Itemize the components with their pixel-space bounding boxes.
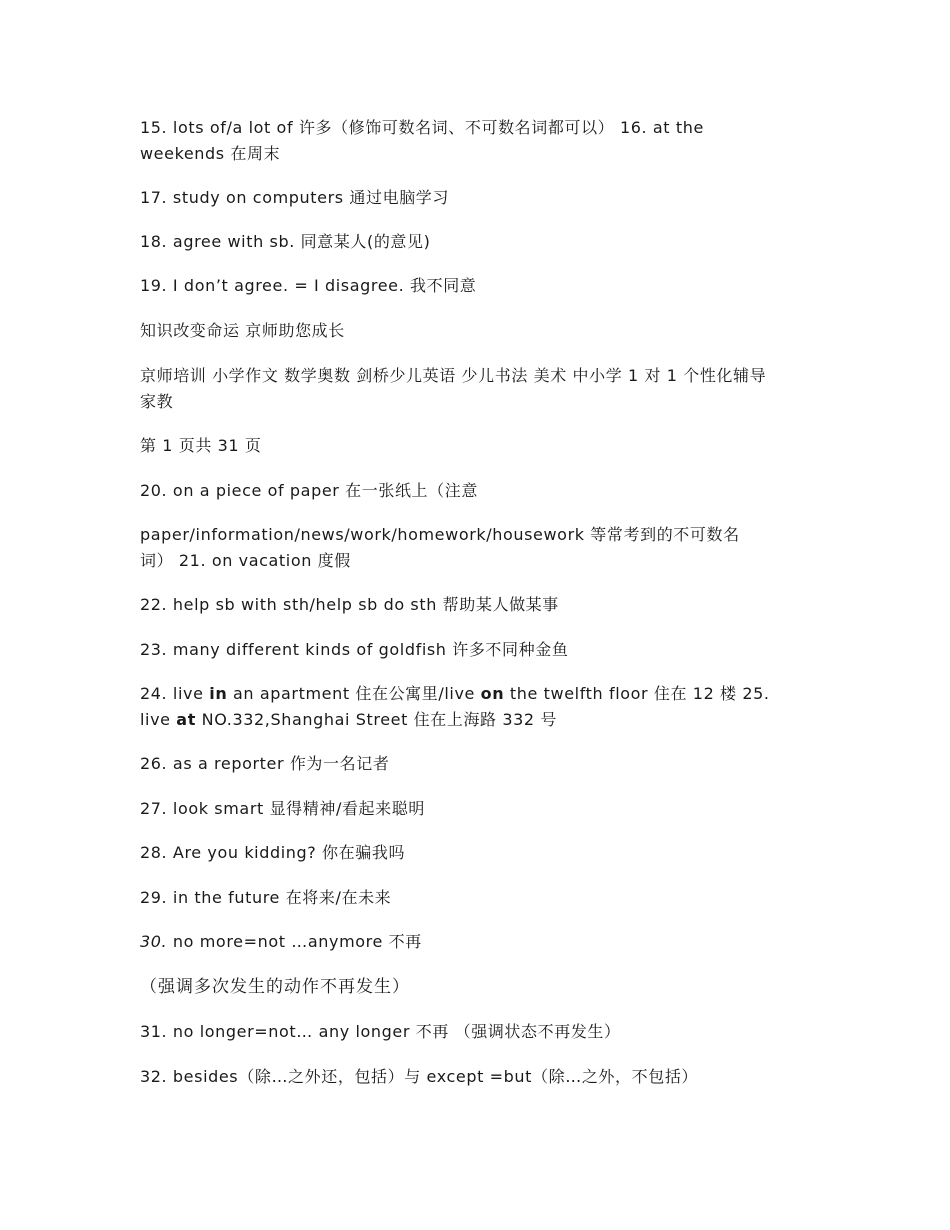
entry-20: 20. on a piece of paper 在一张纸上（注意	[140, 481, 478, 500]
entry-26: 26. as a reporter 作为一名记者	[140, 754, 390, 773]
entry-28: 28. Are you kidding? 你在骗我吗	[140, 843, 406, 862]
entry-32: 32. besides（除…之外还，包括）与 except =but（除…之外，不包括）	[140, 1067, 699, 1086]
entry-24-part-1: 24. live	[140, 684, 210, 703]
entry-25-part-1: live	[140, 710, 177, 729]
entry-25-bold-at: at	[176, 710, 196, 729]
page-number: 第 1 页共 31 页	[140, 436, 262, 455]
entry-19: 19. I don’t agree. = I disagree. 我不同意	[140, 276, 477, 295]
entry-24-part-5: the twelfth floor 住在 12 楼 25.	[504, 684, 770, 703]
entry-15-line-2: weekends 在周末	[140, 144, 281, 163]
entry-18: 18. agree with sb. 同意某人(的意见)	[140, 232, 431, 251]
entry-25-part-3: NO.332,Shanghai Street 住在上海路 332 号	[195, 710, 557, 729]
entry-20-note-line-1: paper/information/news/work/homework/housework 等常考到的不可数名	[140, 525, 740, 544]
entry-17: 17. study on computers 通过电脑学习	[140, 188, 449, 207]
entry-24-bold-on: on	[480, 684, 505, 703]
entry-31: 31. no longer=not… any longer 不再 （强调状态不再发生）	[140, 1022, 621, 1041]
slogan: 知识改变命运 京师助您成长	[140, 321, 345, 340]
entry-30-number: 30.	[140, 932, 168, 951]
entry-24-line-1	[140, 681, 820, 707]
entry-29: 29. in the future 在将来/在未来	[140, 888, 392, 907]
entry-30	[140, 929, 820, 955]
entry-24-part-3: an apartment 住在公寓里/live	[227, 684, 481, 703]
entry-23: 23. many different kinds of goldfish 许多不同种金鱼	[140, 640, 569, 659]
advert-line-2: 家教	[140, 392, 174, 411]
entry-30-note: （强调多次发生的动作不再发生）	[140, 977, 410, 997]
entry-25-line	[140, 707, 820, 733]
entry-27: 27. look smart 显得精神/看起来聪明	[140, 799, 425, 818]
entry-30-text: no more=not …anymore 不再	[167, 932, 422, 951]
advert-line-1: 京师培训 小学作文 数学奥数 剑桥少儿英语 少儿书法 美术 中小学 1 对 1 个性化辅导	[140, 366, 767, 385]
entry-24-bold-in: in	[209, 684, 228, 703]
entry-20-note-line-2: 词） 21. on vacation 度假	[140, 551, 351, 570]
entry-22: 22. help sb with sth/help sb do sth 帮助某人做某事	[140, 595, 559, 614]
entry-15-line-1: 15. lots of/a lot of 许多（修饰可数名词、不可数名词都可以） 16. at the	[140, 118, 704, 137]
